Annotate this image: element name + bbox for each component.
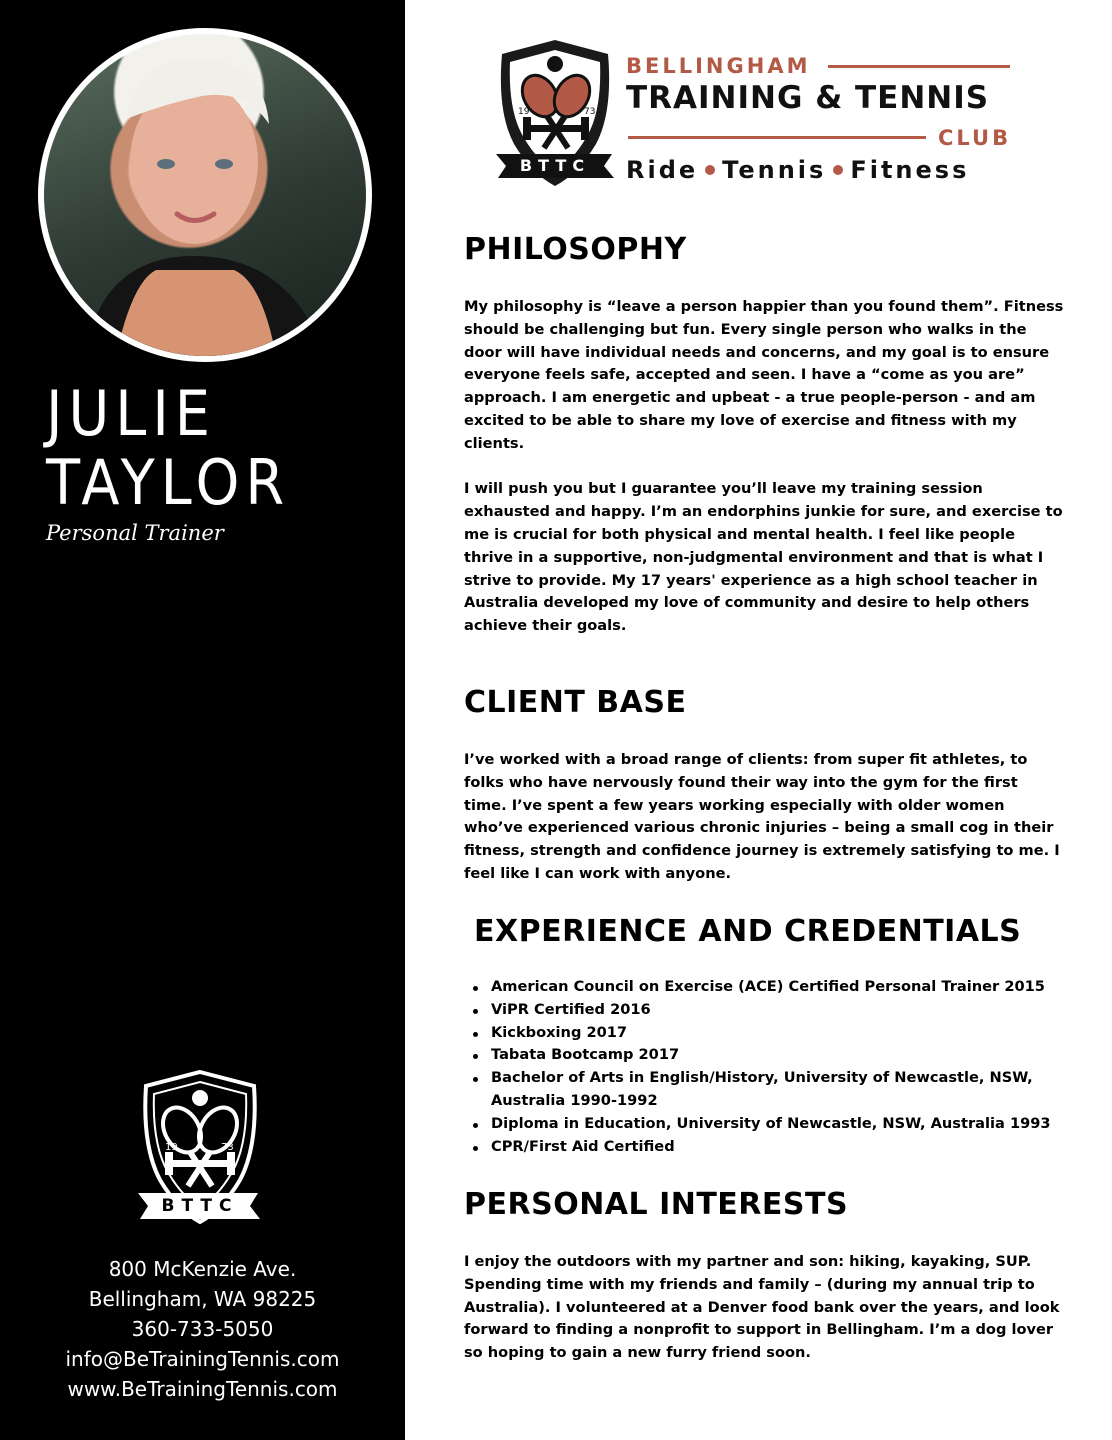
interests-heading: PERSONAL INTERESTS: [464, 1187, 849, 1222]
credentials-list: [464, 976, 1101, 1158]
credential-item: ViPR Certified 2016: [491, 999, 1101, 1022]
credential-item: CPR/First Aid Certified: [491, 1136, 1101, 1159]
credential-item: Bachelor of Arts in English/History, University of Newcastle, NSW, Australia 1990-1992: [491, 1067, 1101, 1113]
logo-badge-text: BTTC: [519, 156, 591, 175]
tagline-ride: Ride: [626, 156, 699, 184]
client-base-heading: CLIENT BASE: [464, 685, 687, 720]
club-name-line-1: BELLINGHAM: [626, 54, 811, 78]
club-crest-icon: [130, 1068, 270, 1233]
profile-photo: [38, 28, 372, 362]
accent-rule: [828, 65, 1010, 68]
dot-icon: [833, 165, 843, 175]
email-link[interactable]: info@BeTrainingTennis.com: [65, 1347, 340, 1371]
club-tagline: [626, 156, 969, 184]
role-title: Personal Trainer: [46, 521, 224, 545]
address-line-2: Bellingham, WA 98225: [88, 1287, 317, 1311]
interests-text: [464, 1251, 1064, 1388]
client-base-paragraph: I’ve worked with a broad range of clients: from super fit athletes, to folks who have nervously found their way into the gym for the first time. I’ve spent a few years working especially with older women who’ve experienced various chronic injuries – being a small cog in their fitness, strength and confidence journey is extremely satisfying to me. I feel like I can work with anyone.: [464, 751, 1060, 882]
badge-year-right: 73: [221, 1142, 234, 1153]
website-link[interactable]: www.BeTrainingTennis.com: [67, 1377, 338, 1401]
tagline-fitness: Fitness: [850, 156, 970, 184]
credential-item: American Council on Exercise (ACE) Certified Personal Trainer 2015: [491, 976, 1101, 999]
badge-text: BTTC: [161, 1196, 239, 1216]
club-logo-icon: [490, 36, 620, 191]
last-name: TAYLOR: [46, 446, 291, 519]
philosophy-heading: PHILOSOPHY: [464, 232, 687, 267]
credential-item: Kickboxing 2017: [491, 1022, 1101, 1045]
accent-rule: [628, 136, 926, 139]
logo-year-right: 73: [584, 107, 596, 117]
contact-block: [0, 1254, 405, 1404]
club-name-line-3: CLUB: [938, 126, 1012, 150]
trainer-portrait-icon: [44, 34, 366, 356]
club-name-line-2: TRAINING & TENNIS: [626, 80, 990, 116]
sidebar: [0, 0, 405, 1440]
address-line-1: 800 McKenzie Ave.: [108, 1257, 297, 1281]
tagline-tennis: Tennis: [722, 156, 827, 184]
interests-paragraph: I enjoy the outdoors with my partner and son: hiking, kayaking, SUP. Spending time with my friends and family – (during my annual trip to Australia). I volunteered at a Denver food bank over the years, and look forward to finding a nonprofit to support in Bellingham. I’m a dog lover so hoping to gain a new furry friend soon.: [464, 1253, 1060, 1362]
badge-year-left: 19: [165, 1142, 178, 1153]
first-name: JULIE: [46, 377, 217, 450]
client-base-text: [464, 749, 1064, 909]
philosophy-paragraph-1: My philosophy is “leave a person happier than you found them”. Fitness should be challenging but fun. Every single person who walks in the door will have individual needs and concerns, and my goal is to ensure everyone feels safe, accepted and seen. I have a “come as you are” approach. I am energetic and upbeat - a true people-person - and am excited to be able to share my love of exercise and fitness with my clients.: [464, 298, 1064, 452]
phone-number: 360-733-5050: [131, 1317, 274, 1341]
philosophy-text: [464, 296, 1064, 661]
experience-heading: EXPERIENCE AND CREDENTIALS: [474, 914, 1022, 949]
logo-year-left: 19: [518, 107, 530, 117]
philosophy-paragraph-2: I will push you but I guarantee you’ll leave my training session exhausted and happy. I’m an endorphins junkie for sure, and exercise to me is crucial for both physical and mental health. I feel like people thrive in a supportive, non-judgmental environment and that is what I strive to provide. My 17 years' experience as a high school teacher in Australia developed my love of community and desire to help others achieve their goals.: [464, 480, 1063, 635]
dot-icon: [705, 165, 715, 175]
credential-item: Diploma in Education, University of Newcastle, NSW, Australia 1993: [491, 1113, 1101, 1136]
credential-item: Tabata Bootcamp 2017: [491, 1044, 1101, 1067]
